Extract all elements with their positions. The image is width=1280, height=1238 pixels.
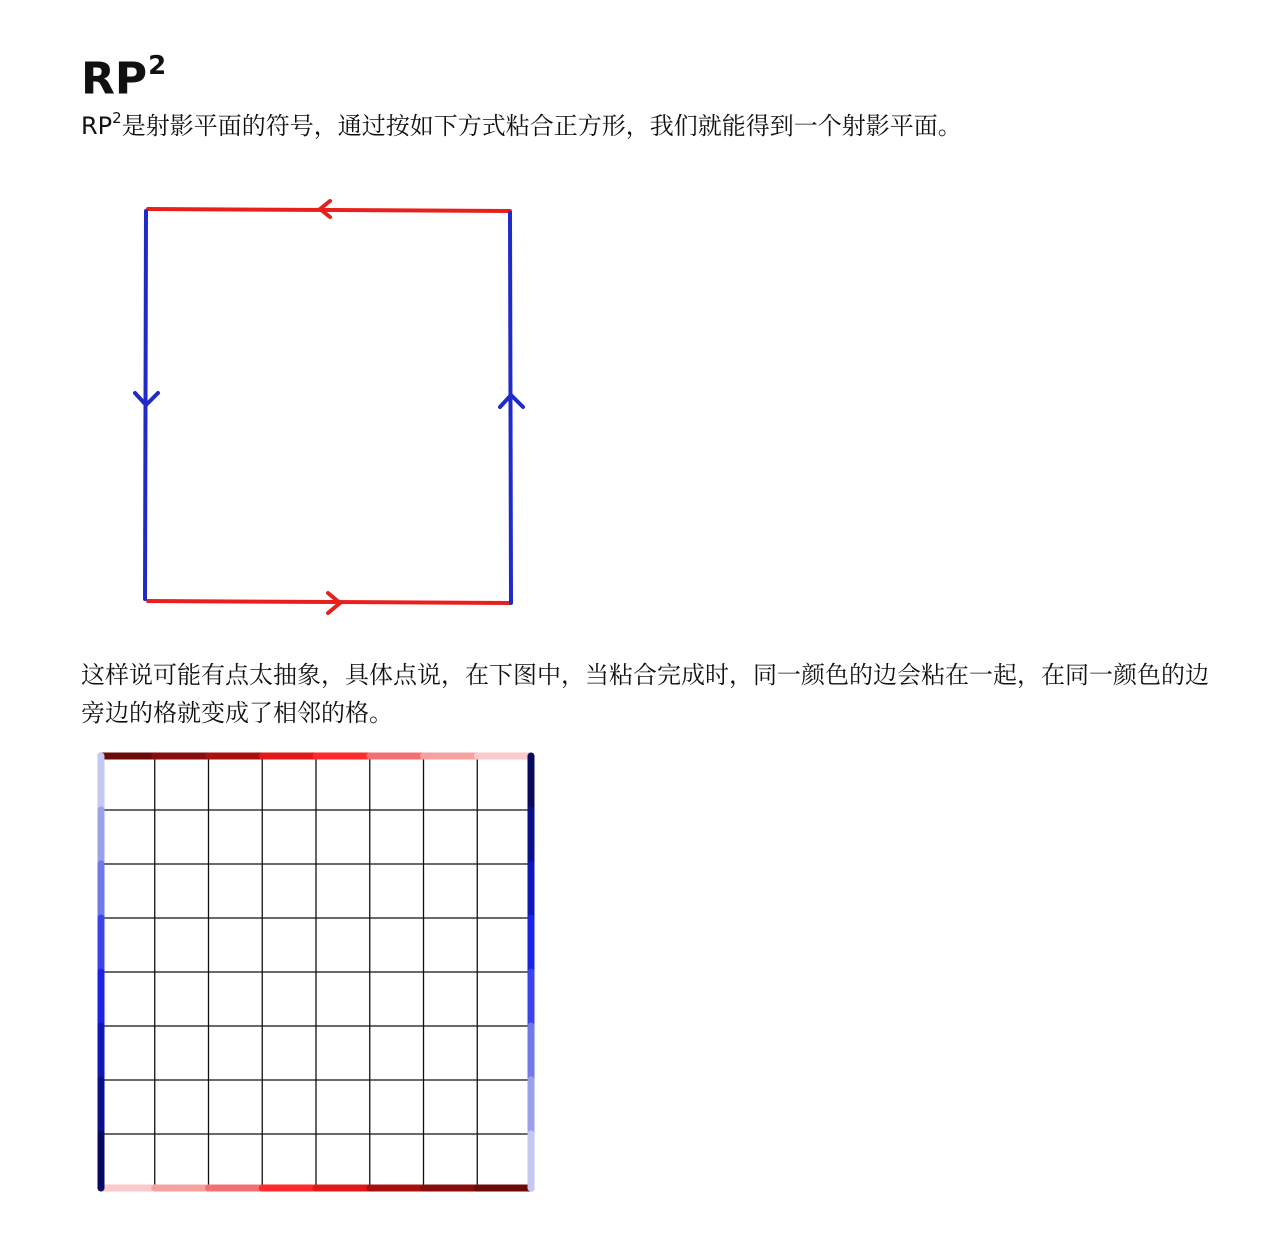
projective-plane-grid-diagram bbox=[85, 742, 555, 1212]
intro-superscript: 2 bbox=[112, 109, 122, 127]
page-title-text: RP bbox=[81, 53, 148, 105]
square-top-edge bbox=[148, 209, 510, 211]
intro-rest: 是射影平面的符号，通过按如下方式粘合正方形，我们就能得到一个射影平面。 bbox=[121, 112, 962, 140]
projective-plane-square-diagram bbox=[120, 185, 540, 625]
explanation-paragraph: 这样说可能有点太抽象，具体点说，在下图中，当粘合完成时，同一颜色的边会粘在一起，在同一颜色的边旁边的格就变成了相邻的格。 bbox=[81, 661, 1209, 727]
intro-paragraph bbox=[81, 101, 1231, 145]
page-title-superscript: 2 bbox=[148, 51, 167, 81]
page-title bbox=[81, 40, 166, 110]
grid-lines bbox=[101, 756, 531, 1188]
square-right-edge bbox=[510, 213, 511, 603]
intro-prefix: RP bbox=[81, 112, 113, 140]
square-bottom-edge bbox=[148, 601, 510, 603]
